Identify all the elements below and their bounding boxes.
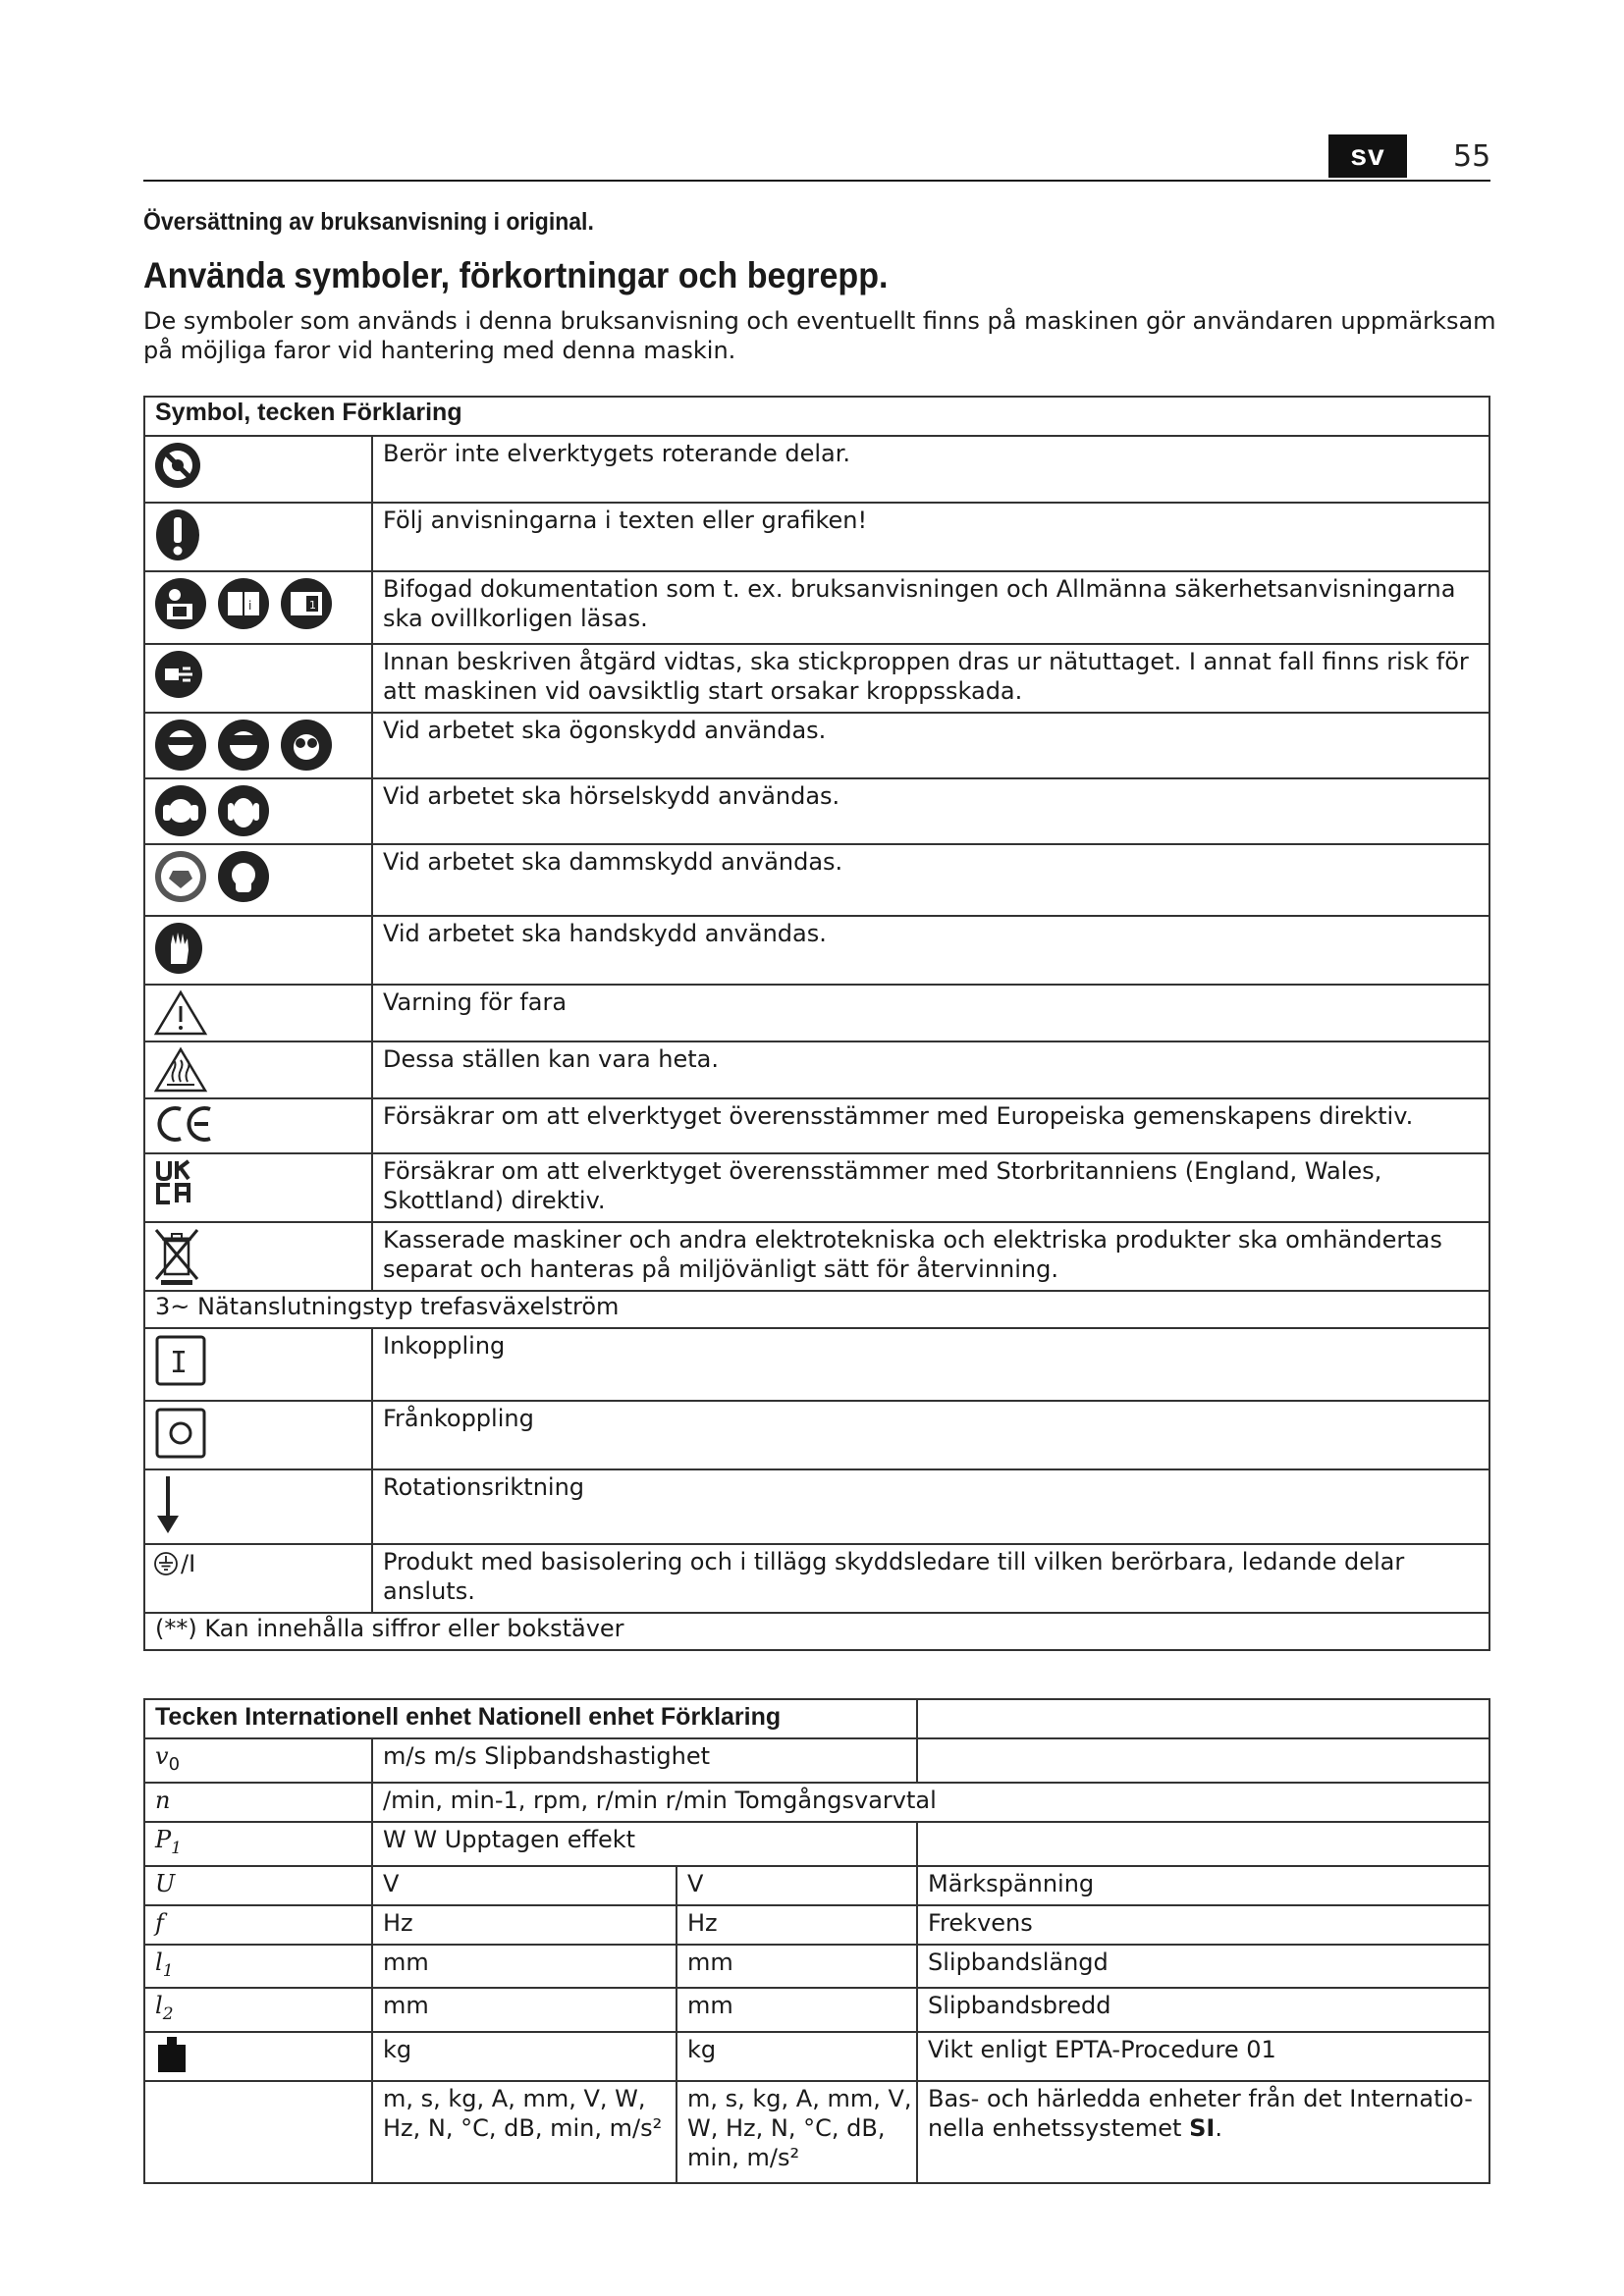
intl-unit: kg <box>372 2032 677 2081</box>
symbol-text: Vid arbetet ska dammskydd användas. <box>372 844 1489 916</box>
protection-class-label: /I <box>181 1550 196 1577</box>
symbols-table <box>143 396 1490 1651</box>
language-badge: sv <box>1328 134 1407 178</box>
symbol-text: Försäkrar om att elverktyget överensstämmer med Europeiska gemenskapens direktiv. <box>372 1098 1489 1153</box>
intl-unit: mm <box>372 1945 677 1989</box>
document-subtitle: Översättning av bruksanvisning i original. <box>143 208 594 236</box>
sign-n: n <box>144 1783 372 1822</box>
si-explanation-text: nella enhetssystemet <box>928 2114 1182 2143</box>
ce-mark-icon <box>153 1103 218 1145</box>
sign-v0: $v_0$ <box>144 1738 372 1783</box>
symbol-text: Bifogad dokumentation som t. ex. bruksanvisningen och Allmänna säkerhetsanvisningarna ska ovillkorligen läsas. <box>372 571 1489 644</box>
unplug-icon <box>153 649 204 700</box>
section-title: Använda symboler, förkortningar och begrepp. <box>143 255 889 295</box>
symbol-text: Kasserade maskiner och andra elektrotekniska och elektriska produkter ska omhändertas separat och hanteras på miljövänligt sätt för återvinning. <box>372 1222 1489 1291</box>
warning-triangle-icon <box>153 989 208 1037</box>
ear-plugs-icon <box>216 783 271 838</box>
unit-explanation: Vikt enligt EPTA-Procedure 01 <box>917 2032 1489 2081</box>
sign-l1: $l_1$ <box>144 1945 372 1989</box>
hot-surface-icon <box>153 1046 208 1094</box>
unit-explanation: Slipbandsbredd <box>917 1988 1489 2032</box>
weight-icon <box>155 2035 189 2074</box>
sign-u: U <box>144 1866 372 1905</box>
gloves-icon <box>153 921 204 976</box>
switch-on-icon <box>153 1333 208 1388</box>
national-units-line: min, m/s² <box>687 2144 800 2172</box>
header-rule <box>143 180 1490 182</box>
intl-unit: V <box>372 1866 677 1905</box>
intro-paragraph: De symboler som används i denna bruksanvisning och eventuellt finns på maskinen gör användaren uppmärksam på möjliga faror vid hantering med denna maskin. <box>143 307 1496 364</box>
goggles-icon <box>153 718 208 773</box>
intl-units-line: Hz, N, °C, dB, min, m/s² <box>383 2114 663 2143</box>
symbol-text: Berör inte elverktygets roterande delar. <box>372 436 1489 503</box>
sign-p1: $P_1$ <box>144 1822 372 1866</box>
intl-units-line: m, s, kg, A, mm, V, W, <box>383 2085 646 2113</box>
rotation-arrow-icon <box>153 1474 183 1535</box>
intl-unit: mm <box>372 1988 677 2032</box>
unit-explanation: Märkspänning <box>917 1866 1489 1905</box>
dust-mask-icons <box>153 849 363 904</box>
sign-l2: $l_2$ <box>144 1988 372 2032</box>
si-explanation-line: Bas- och härledda enheter från det Internatio- <box>928 2085 1473 2113</box>
ear-muffs-icon <box>153 783 208 838</box>
no-touch-rotating-icon <box>153 441 202 490</box>
footnote-row: (**) Kan innehålla siffror eller bokstäver <box>144 1613 1489 1650</box>
symbol-text: Produkt med basisolering och i tillägg skyddsledare till vilken berörbara, ledande delar ansluts. <box>372 1544 1489 1613</box>
safety-glasses-icon <box>279 718 334 773</box>
svg-text:i: i <box>248 599 252 613</box>
national-units-line: m, s, kg, A, mm, V, <box>687 2085 912 2113</box>
symbol-text: Varning för fara <box>372 985 1489 1041</box>
weee-bin-icon <box>153 1227 200 1286</box>
si-bold: SI <box>1189 2114 1216 2143</box>
exclamation-icon <box>153 507 202 562</box>
dust-mask-icon <box>153 849 208 904</box>
symbol-text: Vid arbetet ska ögonskydd användas. <box>372 713 1489 778</box>
units-table-header: Tecken Internationell enhet Nationell enhet Förklaring <box>144 1699 917 1738</box>
symbol-text: Vid arbetet ska hörselskydd användas. <box>372 778 1489 844</box>
intl-unit: Hz <box>372 1905 677 1945</box>
symbol-text: Dessa ställen kan vara heta. <box>372 1041 1489 1098</box>
symbol-text: Försäkrar om att elverktyget överensstämmer med Storbritanniens (England, Wales, Skottland) direktiv. <box>372 1153 1489 1222</box>
svg-text:1: 1 <box>309 599 316 612</box>
symbols-table-header: Symbol, tecken Förklaring <box>144 397 1489 436</box>
units-table <box>143 1698 1490 2184</box>
si-period: . <box>1215 2114 1222 2143</box>
symbol-text: Följ anvisningarna i texten eller grafiken! <box>372 503 1489 571</box>
hearing-protection-icons <box>153 783 363 838</box>
page-number: 55 <box>1453 139 1491 174</box>
symbol-text: Innan beskriven åtgärd vidtas, ska stickproppen dras ur nätuttaget. I annat fall finns risk för att maskinen vid oavsiktlig start orsakar kroppsskada. <box>372 644 1489 713</box>
national-units-line: W, Hz, N, °C, dB, <box>687 2114 886 2143</box>
read-manual-icons <box>153 576 363 631</box>
national-unit: V <box>677 1866 917 1905</box>
national-unit: mm <box>677 1988 917 2032</box>
merged-unit-text: m/s m/s Slipbandshastighet <box>372 1738 917 1783</box>
read-manual-book-icon <box>216 576 271 631</box>
si-explanation-line <box>928 2113 1479 2143</box>
ukca-mark-icon <box>153 1158 196 1205</box>
merged-unit-text: /min, min-1, rpm, r/min r/min Tomgångsvarvtal <box>372 1783 1489 1822</box>
read-manual-person-icon <box>153 576 208 631</box>
svg-text:I: I <box>170 1346 189 1380</box>
eye-protection-icons <box>153 718 363 773</box>
unit-explanation: Slipbandslängd <box>917 1945 1489 1989</box>
symbol-text: Frånkoppling <box>372 1401 1489 1469</box>
sign-f: f <box>144 1905 372 1945</box>
national-unit: Hz <box>677 1905 917 1945</box>
national-unit: mm <box>677 1945 917 1989</box>
protection-class-symbol <box>153 1549 363 1578</box>
merged-unit-text: W W Upptagen effekt <box>372 1822 917 1866</box>
switch-off-icon <box>153 1406 208 1461</box>
symbol-text: Rotationsriktning <box>372 1469 1489 1544</box>
respirator-icon <box>216 849 271 904</box>
three-phase-row: 3~ Nätanslutningstyp trefasväxelström <box>144 1291 1489 1328</box>
protective-earth-icon <box>153 1551 179 1576</box>
read-manual-open-icon <box>279 576 334 631</box>
symbol-text: Vid arbetet ska handskydd användas. <box>372 916 1489 985</box>
unit-explanation: Frekvens <box>917 1905 1489 1945</box>
symbol-text: Inkoppling <box>372 1328 1489 1401</box>
face-shield-icon <box>216 718 271 773</box>
national-unit: kg <box>677 2032 917 2081</box>
